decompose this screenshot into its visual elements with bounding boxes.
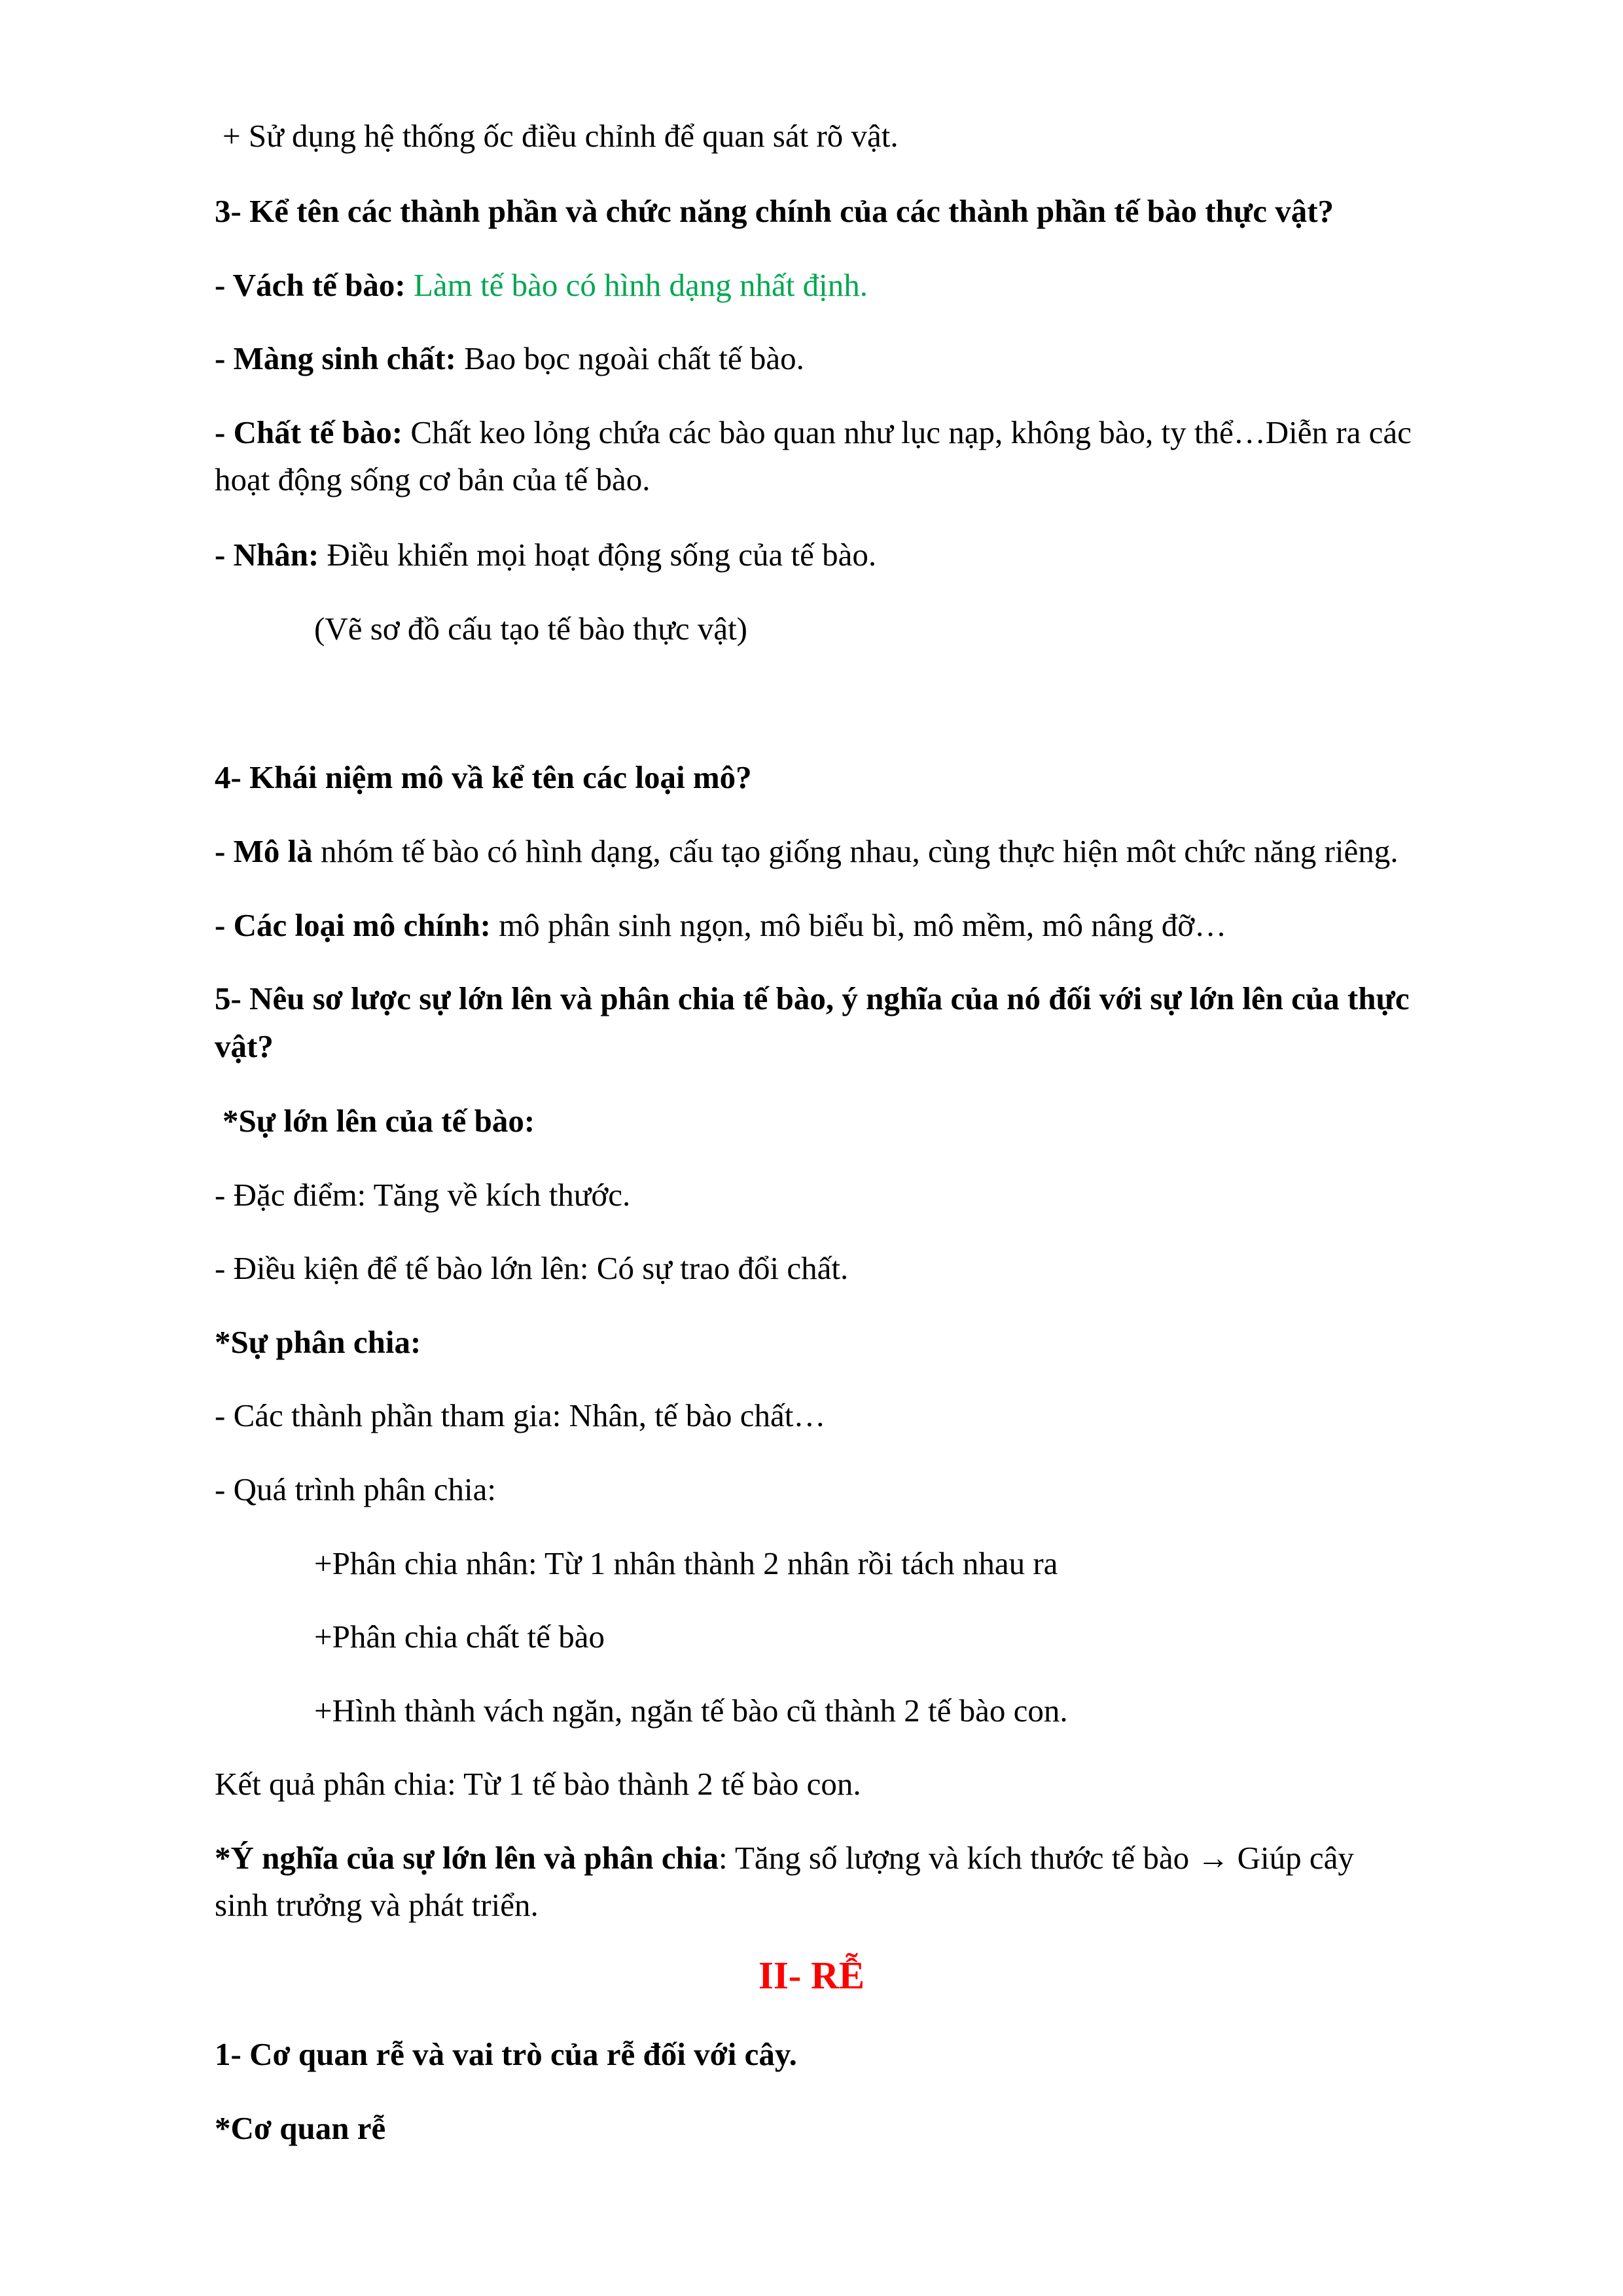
growth-feature: - Đặc điểm: Tăng về kích thước. [215, 1177, 631, 1213]
line-adjust-screw: + Sử dụng hệ thống ốc điều chỉnh để quan sát rõ vật. [223, 118, 899, 154]
cell-wall-text: Làm tế bào có hình dạng nhất định. [405, 267, 868, 303]
meaning-item-cont: sinh trưởng và phát triển. [215, 1887, 539, 1923]
membrane-text: Bao bọc ngoài chất tế bào. [455, 340, 804, 376]
growth-condition: - Điều kiện để tế bào lớn lên: Có sự trao đổi chất. [215, 1250, 849, 1286]
root-organ-heading: *Cơ quan rễ [215, 2110, 386, 2146]
division-step-2: +Phân chia chất tế bào [314, 1619, 605, 1655]
cell-wall-item [215, 262, 868, 309]
division-heading: *Sự phân chia: [215, 1324, 421, 1360]
question-5: 5- Nêu sơ lược sự lớn lên và phân chia tế bào, ý nghĩa của nó đối với sự lớn lên của thực [215, 980, 1410, 1016]
tissue-types [215, 902, 1226, 949]
tissue-label: - Mô là [215, 833, 313, 869]
tissue-definition [215, 828, 1399, 875]
membrane-label: - Màng sinh chất: [215, 340, 456, 376]
nucleus-item [215, 531, 876, 579]
nucleus-label: - Nhân: [215, 537, 319, 573]
section-title: II- RỄ [758, 1954, 865, 1997]
membrane-item [215, 335, 804, 382]
division-result: Kết quả phân chia: Từ 1 tế bào thành 2 tế bào con. [215, 1766, 861, 1802]
meaning-item [215, 1835, 1354, 1882]
cell-wall-label: - Vách tế bào: [215, 267, 406, 303]
draw-diagram-note: (Vẽ sơ đồ cấu tạo tế bào thực vật) [314, 611, 748, 647]
question-4: 4- Khái niệm mô vầ kể tên các loại mô? [215, 759, 752, 795]
tissue-text: nhóm tế bào có hình dạng, cấu tạo giống nhau, cùng thực hiện môt chức năng riêng. [312, 833, 1399, 869]
division-step-3: +Hình thành vách ngăn, ngăn tế bào cũ thành 2 tế bào con. [314, 1693, 1068, 1729]
tissue-types-label: - Các loại mô chính: [215, 907, 491, 943]
cytoplasm-item [215, 409, 1412, 456]
cytoplasm-text: Chất keo lỏng chứa các bào quan như lục nạp, không bào, ty thể…Diễn ra các [402, 414, 1412, 450]
division-parts: - Các thành phần tham gia: Nhân, tế bào chất… [215, 1397, 826, 1433]
meaning-text: : Tăng số lượng và kích thước tế bào → Giúp cây [718, 1840, 1354, 1876]
growth-heading: *Sự lớn lên của tế bào: [223, 1103, 535, 1139]
question-5-cont: vật? [215, 1028, 274, 1064]
meaning-label: *Ý nghĩa của sự lớn lên và phân chia [215, 1840, 719, 1876]
cytoplasm-label: - Chất tế bào: [215, 414, 403, 450]
division-process: - Quá trình phân chia: [215, 1471, 496, 1507]
nucleus-text: Điều khiển mọi hoạt động sống của tế bào. [319, 537, 877, 573]
root-question-1: 1- Cơ quan rễ và vai trò của rễ đối với cây. [215, 2036, 797, 2072]
cytoplasm-item-cont: hoạt động sống cơ bản của tế bào. [215, 461, 651, 497]
tissue-types-text: mô phân sinh ngọn, mô biểu bì, mô mềm, mô nâng đỡ… [490, 907, 1227, 943]
question-3: 3- Kể tên các thành phần và chức năng chính của các thành phần tế bào thực vật? [215, 193, 1334, 229]
division-step-1: +Phân chia nhân: Từ 1 nhân thành 2 nhân rồi tách nhau ra [314, 1545, 1058, 1581]
